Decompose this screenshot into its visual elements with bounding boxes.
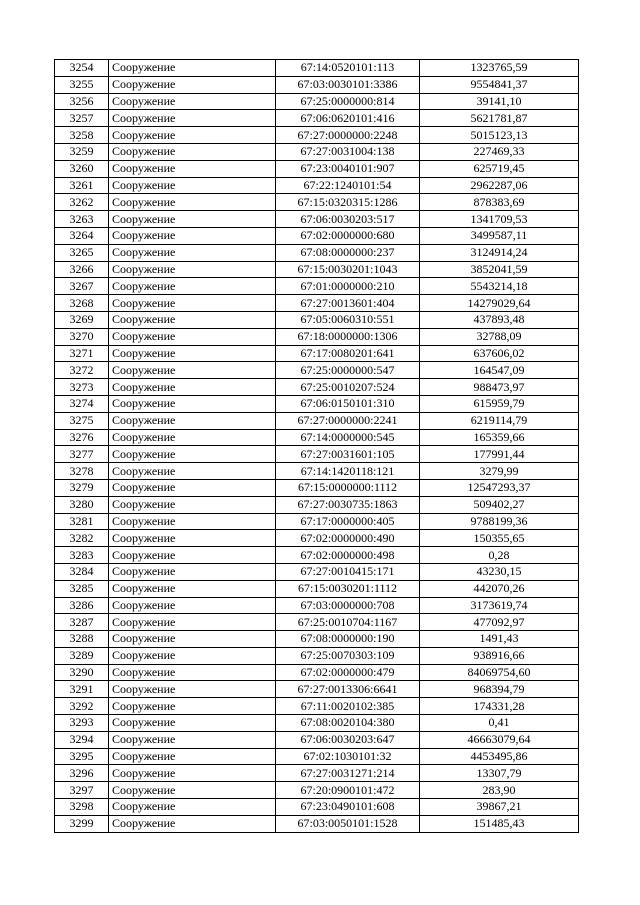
cadastral-number-cell: 67:02:0000000:498 — [276, 547, 420, 564]
table-row — [55, 143, 579, 160]
object-type-cell: Сооружение — [109, 631, 276, 648]
row-number-cell: 3283 — [55, 547, 109, 564]
cadastral-number-cell: 67:27:0010415:171 — [276, 563, 420, 580]
object-type-cell: Сооружение — [109, 127, 276, 144]
cadastral-number-cell: 67:14:0000000:545 — [276, 429, 420, 446]
row-number-cell: 3294 — [55, 731, 109, 748]
object-type-cell: Сооружение — [109, 76, 276, 93]
row-number-cell: 3292 — [55, 698, 109, 715]
cadastral-value-cell: 1323765,59 — [420, 60, 579, 77]
cadastral-number-cell: 67:20:0900101:472 — [276, 782, 420, 799]
cadastral-number-cell: 67:25:0000000:814 — [276, 93, 420, 110]
cadastral-number-cell: 67:15:0320315:1286 — [276, 194, 420, 211]
object-type-cell: Сооружение — [109, 345, 276, 362]
cadastral-number-cell: 67:23:0040101:907 — [276, 160, 420, 177]
table-row — [55, 647, 579, 664]
row-number-cell: 3269 — [55, 311, 109, 328]
object-type-cell: Сооружение — [109, 765, 276, 782]
table-row — [55, 463, 579, 480]
object-type-cell: Сооружение — [109, 580, 276, 597]
table-row — [55, 311, 579, 328]
cadastral-number-cell: 67:06:0620101:416 — [276, 110, 420, 127]
object-type-cell: Сооружение — [109, 513, 276, 530]
cadastral-value-cell: 12547293,37 — [420, 479, 579, 496]
cadastral-number-cell: 67:27:0013601:404 — [276, 295, 420, 312]
object-type-cell: Сооружение — [109, 731, 276, 748]
row-number-cell: 3260 — [55, 160, 109, 177]
cadastral-value-cell: 625719,45 — [420, 160, 579, 177]
cadastral-number-cell: 67:06:0150101:310 — [276, 395, 420, 412]
cadastral-value-cell: 84069754,60 — [420, 664, 579, 681]
table-row — [55, 815, 579, 832]
row-number-cell: 3278 — [55, 463, 109, 480]
table-row — [55, 446, 579, 463]
cadastral-value-cell: 442070,26 — [420, 580, 579, 597]
cadastral-number-cell: 67:02:1030101:32 — [276, 748, 420, 765]
cadastral-value-cell: 878383,69 — [420, 194, 579, 211]
cadastral-value-cell: 437893,48 — [420, 311, 579, 328]
object-type-cell: Сооружение — [109, 177, 276, 194]
row-number-cell: 3286 — [55, 597, 109, 614]
table-row — [55, 631, 579, 648]
object-type-cell: Сооружение — [109, 60, 276, 77]
row-number-cell: 3287 — [55, 614, 109, 631]
object-type-cell: Сооружение — [109, 395, 276, 412]
table-row — [55, 715, 579, 732]
row-number-cell: 3259 — [55, 143, 109, 160]
cadastral-number-cell: 67:14:0520101:113 — [276, 60, 420, 77]
cadastral-number-cell: 67:17:0000000:405 — [276, 513, 420, 530]
row-number-cell: 3282 — [55, 530, 109, 547]
cadastral-value-cell: 3852041,59 — [420, 261, 579, 278]
cadastral-number-cell: 67:08:0020104:380 — [276, 715, 420, 732]
row-number-cell: 3276 — [55, 429, 109, 446]
object-type-cell: Сооружение — [109, 748, 276, 765]
table-row — [55, 681, 579, 698]
cadastral-number-cell: 67:27:0000000:2248 — [276, 127, 420, 144]
object-type-cell: Сооружение — [109, 295, 276, 312]
table-row — [55, 782, 579, 799]
table-row — [55, 211, 579, 228]
document-page — [54, 59, 579, 833]
cadastral-value-cell: 164547,09 — [420, 362, 579, 379]
cadastral-value-cell: 0,41 — [420, 715, 579, 732]
table-row — [55, 127, 579, 144]
table-row — [55, 395, 579, 412]
table-row — [55, 513, 579, 530]
table-row — [55, 479, 579, 496]
table-row — [55, 227, 579, 244]
table-row — [55, 496, 579, 513]
cadastral-number-cell: 67:15:0030201:1043 — [276, 261, 420, 278]
cadastral-number-cell: 67:23:0490101:608 — [276, 799, 420, 816]
cadastral-value-cell: 13307,79 — [420, 765, 579, 782]
cadastral-value-cell: 3279,99 — [420, 463, 579, 480]
cadastral-value-cell: 9788199,36 — [420, 513, 579, 530]
table-row — [55, 597, 579, 614]
object-type-cell: Сооружение — [109, 698, 276, 715]
cadastral-value-cell: 43230,15 — [420, 563, 579, 580]
table-row — [55, 362, 579, 379]
cadastral-number-cell: 67:06:0030203:517 — [276, 211, 420, 228]
row-number-cell: 3256 — [55, 93, 109, 110]
cadastral-value-cell: 9554841,37 — [420, 76, 579, 93]
cadastral-value-cell: 1341709,53 — [420, 211, 579, 228]
object-type-cell: Сооружение — [109, 160, 276, 177]
row-number-cell: 3288 — [55, 631, 109, 648]
object-type-cell: Сооружение — [109, 379, 276, 396]
object-type-cell: Сооружение — [109, 647, 276, 664]
row-number-cell: 3290 — [55, 664, 109, 681]
cadastral-value-cell: 3499587,11 — [420, 227, 579, 244]
row-number-cell: 3280 — [55, 496, 109, 513]
table-row — [55, 278, 579, 295]
cadastral-value-cell: 150355,65 — [420, 530, 579, 547]
cadastral-value-cell: 477092,97 — [420, 614, 579, 631]
object-type-cell: Сооружение — [109, 446, 276, 463]
cadastral-value-cell: 165359,66 — [420, 429, 579, 446]
object-type-cell: Сооружение — [109, 815, 276, 832]
table-row — [55, 379, 579, 396]
cadastral-number-cell: 67:27:0030735:1863 — [276, 496, 420, 513]
table-row — [55, 295, 579, 312]
table-row — [55, 765, 579, 782]
cadastral-value-cell: 5621781,87 — [420, 110, 579, 127]
cadastral-number-cell: 67:25:0070303:109 — [276, 647, 420, 664]
row-number-cell: 3279 — [55, 479, 109, 496]
row-number-cell: 3275 — [55, 412, 109, 429]
row-number-cell: 3297 — [55, 782, 109, 799]
row-number-cell: 3299 — [55, 815, 109, 832]
cadastral-number-cell: 67:06:0030203:647 — [276, 731, 420, 748]
cadastral-value-cell: 1491,43 — [420, 631, 579, 648]
row-number-cell: 3255 — [55, 76, 109, 93]
object-type-cell: Сооружение — [109, 782, 276, 799]
cadastral-value-cell: 938916,66 — [420, 647, 579, 664]
cadastral-number-cell: 67:03:0030101:3386 — [276, 76, 420, 93]
object-type-cell: Сооружение — [109, 664, 276, 681]
cadastral-value-cell: 6219114,79 — [420, 412, 579, 429]
table-row — [55, 194, 579, 211]
object-type-cell: Сооружение — [109, 429, 276, 446]
row-number-cell: 3271 — [55, 345, 109, 362]
cadastral-value-cell: 615959,79 — [420, 395, 579, 412]
cadastral-number-cell: 67:18:0000000:1306 — [276, 328, 420, 345]
row-number-cell: 3265 — [55, 244, 109, 261]
table-row — [55, 731, 579, 748]
cadastral-value-cell: 509402,27 — [420, 496, 579, 513]
table-body — [55, 60, 579, 833]
row-number-cell: 3262 — [55, 194, 109, 211]
object-type-cell: Сооружение — [109, 547, 276, 564]
cadastral-value-cell: 0,28 — [420, 547, 579, 564]
object-type-cell: Сооружение — [109, 278, 276, 295]
row-number-cell: 3296 — [55, 765, 109, 782]
object-type-cell: Сооружение — [109, 530, 276, 547]
cadastral-value-cell: 39867,21 — [420, 799, 579, 816]
object-type-cell: Сооружение — [109, 261, 276, 278]
object-type-cell: Сооружение — [109, 479, 276, 496]
property-table — [54, 59, 579, 833]
cadastral-number-cell: 67:14:1420118:121 — [276, 463, 420, 480]
row-number-cell: 3285 — [55, 580, 109, 597]
cadastral-value-cell: 968394,79 — [420, 681, 579, 698]
cadastral-value-cell: 14279029,64 — [420, 295, 579, 312]
cadastral-value-cell: 3124914,24 — [420, 244, 579, 261]
table-row — [55, 110, 579, 127]
row-number-cell: 3270 — [55, 328, 109, 345]
object-type-cell: Сооружение — [109, 681, 276, 698]
table-row — [55, 698, 579, 715]
cadastral-number-cell: 67:27:0013306:6641 — [276, 681, 420, 698]
cadastral-value-cell: 2962287,06 — [420, 177, 579, 194]
cadastral-value-cell: 32788,09 — [420, 328, 579, 345]
table-row — [55, 76, 579, 93]
cadastral-number-cell: 67:17:0080201:641 — [276, 345, 420, 362]
row-number-cell: 3258 — [55, 127, 109, 144]
cadastral-value-cell: 988473,97 — [420, 379, 579, 396]
object-type-cell: Сооружение — [109, 563, 276, 580]
cadastral-number-cell: 67:27:0031004:138 — [276, 143, 420, 160]
row-number-cell: 3291 — [55, 681, 109, 698]
table-row — [55, 748, 579, 765]
row-number-cell: 3267 — [55, 278, 109, 295]
cadastral-number-cell: 67:15:0030201:1112 — [276, 580, 420, 597]
cadastral-value-cell: 637606,02 — [420, 345, 579, 362]
row-number-cell: 3284 — [55, 563, 109, 580]
row-number-cell: 3295 — [55, 748, 109, 765]
row-number-cell: 3264 — [55, 227, 109, 244]
table-row — [55, 345, 579, 362]
object-type-cell: Сооружение — [109, 597, 276, 614]
cadastral-value-cell: 151485,43 — [420, 815, 579, 832]
table-row — [55, 563, 579, 580]
object-type-cell: Сооружение — [109, 227, 276, 244]
table-row — [55, 664, 579, 681]
object-type-cell: Сооружение — [109, 362, 276, 379]
object-type-cell: Сооружение — [109, 328, 276, 345]
cadastral-number-cell: 67:01:0000000:210 — [276, 278, 420, 295]
cadastral-number-cell: 67:05:0060310:551 — [276, 311, 420, 328]
table-row — [55, 547, 579, 564]
table-row — [55, 799, 579, 816]
row-number-cell: 3277 — [55, 446, 109, 463]
row-number-cell: 3298 — [55, 799, 109, 816]
row-number-cell: 3281 — [55, 513, 109, 530]
object-type-cell: Сооружение — [109, 110, 276, 127]
table-row — [55, 93, 579, 110]
row-number-cell: 3268 — [55, 295, 109, 312]
cadastral-number-cell: 67:02:0000000:479 — [276, 664, 420, 681]
cadastral-number-cell: 67:25:0010704:1167 — [276, 614, 420, 631]
row-number-cell: 3257 — [55, 110, 109, 127]
table-row — [55, 412, 579, 429]
cadastral-number-cell: 67:03:0050101:1528 — [276, 815, 420, 832]
object-type-cell: Сооружение — [109, 799, 276, 816]
cadastral-value-cell: 5543214,18 — [420, 278, 579, 295]
cadastral-value-cell: 46663079,64 — [420, 731, 579, 748]
table-row — [55, 614, 579, 631]
row-number-cell: 3272 — [55, 362, 109, 379]
object-type-cell: Сооружение — [109, 194, 276, 211]
cadastral-number-cell: 67:22:1240101:54 — [276, 177, 420, 194]
object-type-cell: Сооружение — [109, 715, 276, 732]
table-row — [55, 328, 579, 345]
cadastral-number-cell: 67:25:0010207:524 — [276, 379, 420, 396]
object-type-cell: Сооружение — [109, 244, 276, 261]
object-type-cell: Сооружение — [109, 463, 276, 480]
cadastral-number-cell: 67:27:0031271:214 — [276, 765, 420, 782]
row-number-cell: 3266 — [55, 261, 109, 278]
object-type-cell: Сооружение — [109, 496, 276, 513]
cadastral-value-cell: 227469,33 — [420, 143, 579, 160]
row-number-cell: 3273 — [55, 379, 109, 396]
cadastral-number-cell: 67:02:0000000:680 — [276, 227, 420, 244]
cadastral-value-cell: 4453495,86 — [420, 748, 579, 765]
cadastral-value-cell: 39141,10 — [420, 93, 579, 110]
row-number-cell: 3289 — [55, 647, 109, 664]
table-row — [55, 60, 579, 77]
table-row — [55, 177, 579, 194]
cadastral-number-cell: 67:27:0031601:105 — [276, 446, 420, 463]
object-type-cell: Сооружение — [109, 614, 276, 631]
row-number-cell: 3293 — [55, 715, 109, 732]
table-row — [55, 244, 579, 261]
cadastral-value-cell: 177991,44 — [420, 446, 579, 463]
object-type-cell: Сооружение — [109, 311, 276, 328]
table-row — [55, 530, 579, 547]
cadastral-value-cell: 5015123,13 — [420, 127, 579, 144]
object-type-cell: Сооружение — [109, 143, 276, 160]
cadastral-number-cell: 67:02:0000000:490 — [276, 530, 420, 547]
table-row — [55, 429, 579, 446]
cadastral-value-cell: 283,90 — [420, 782, 579, 799]
table-row — [55, 160, 579, 177]
table-row — [55, 261, 579, 278]
cadastral-number-cell: 67:11:0020102:385 — [276, 698, 420, 715]
cadastral-number-cell: 67:08:0000000:190 — [276, 631, 420, 648]
table-row — [55, 580, 579, 597]
cadastral-number-cell: 67:25:0000000:547 — [276, 362, 420, 379]
cadastral-number-cell: 67:27:0000000:2241 — [276, 412, 420, 429]
cadastral-number-cell: 67:15:0000000:1112 — [276, 479, 420, 496]
cadastral-value-cell: 3173619,74 — [420, 597, 579, 614]
cadastral-value-cell: 174331,28 — [420, 698, 579, 715]
row-number-cell: 3254 — [55, 60, 109, 77]
object-type-cell: Сооружение — [109, 93, 276, 110]
object-type-cell: Сооружение — [109, 412, 276, 429]
row-number-cell: 3263 — [55, 211, 109, 228]
row-number-cell: 3274 — [55, 395, 109, 412]
cadastral-number-cell: 67:03:0000000:708 — [276, 597, 420, 614]
row-number-cell: 3261 — [55, 177, 109, 194]
object-type-cell: Сооружение — [109, 211, 276, 228]
cadastral-number-cell: 67:08:0000000:237 — [276, 244, 420, 261]
